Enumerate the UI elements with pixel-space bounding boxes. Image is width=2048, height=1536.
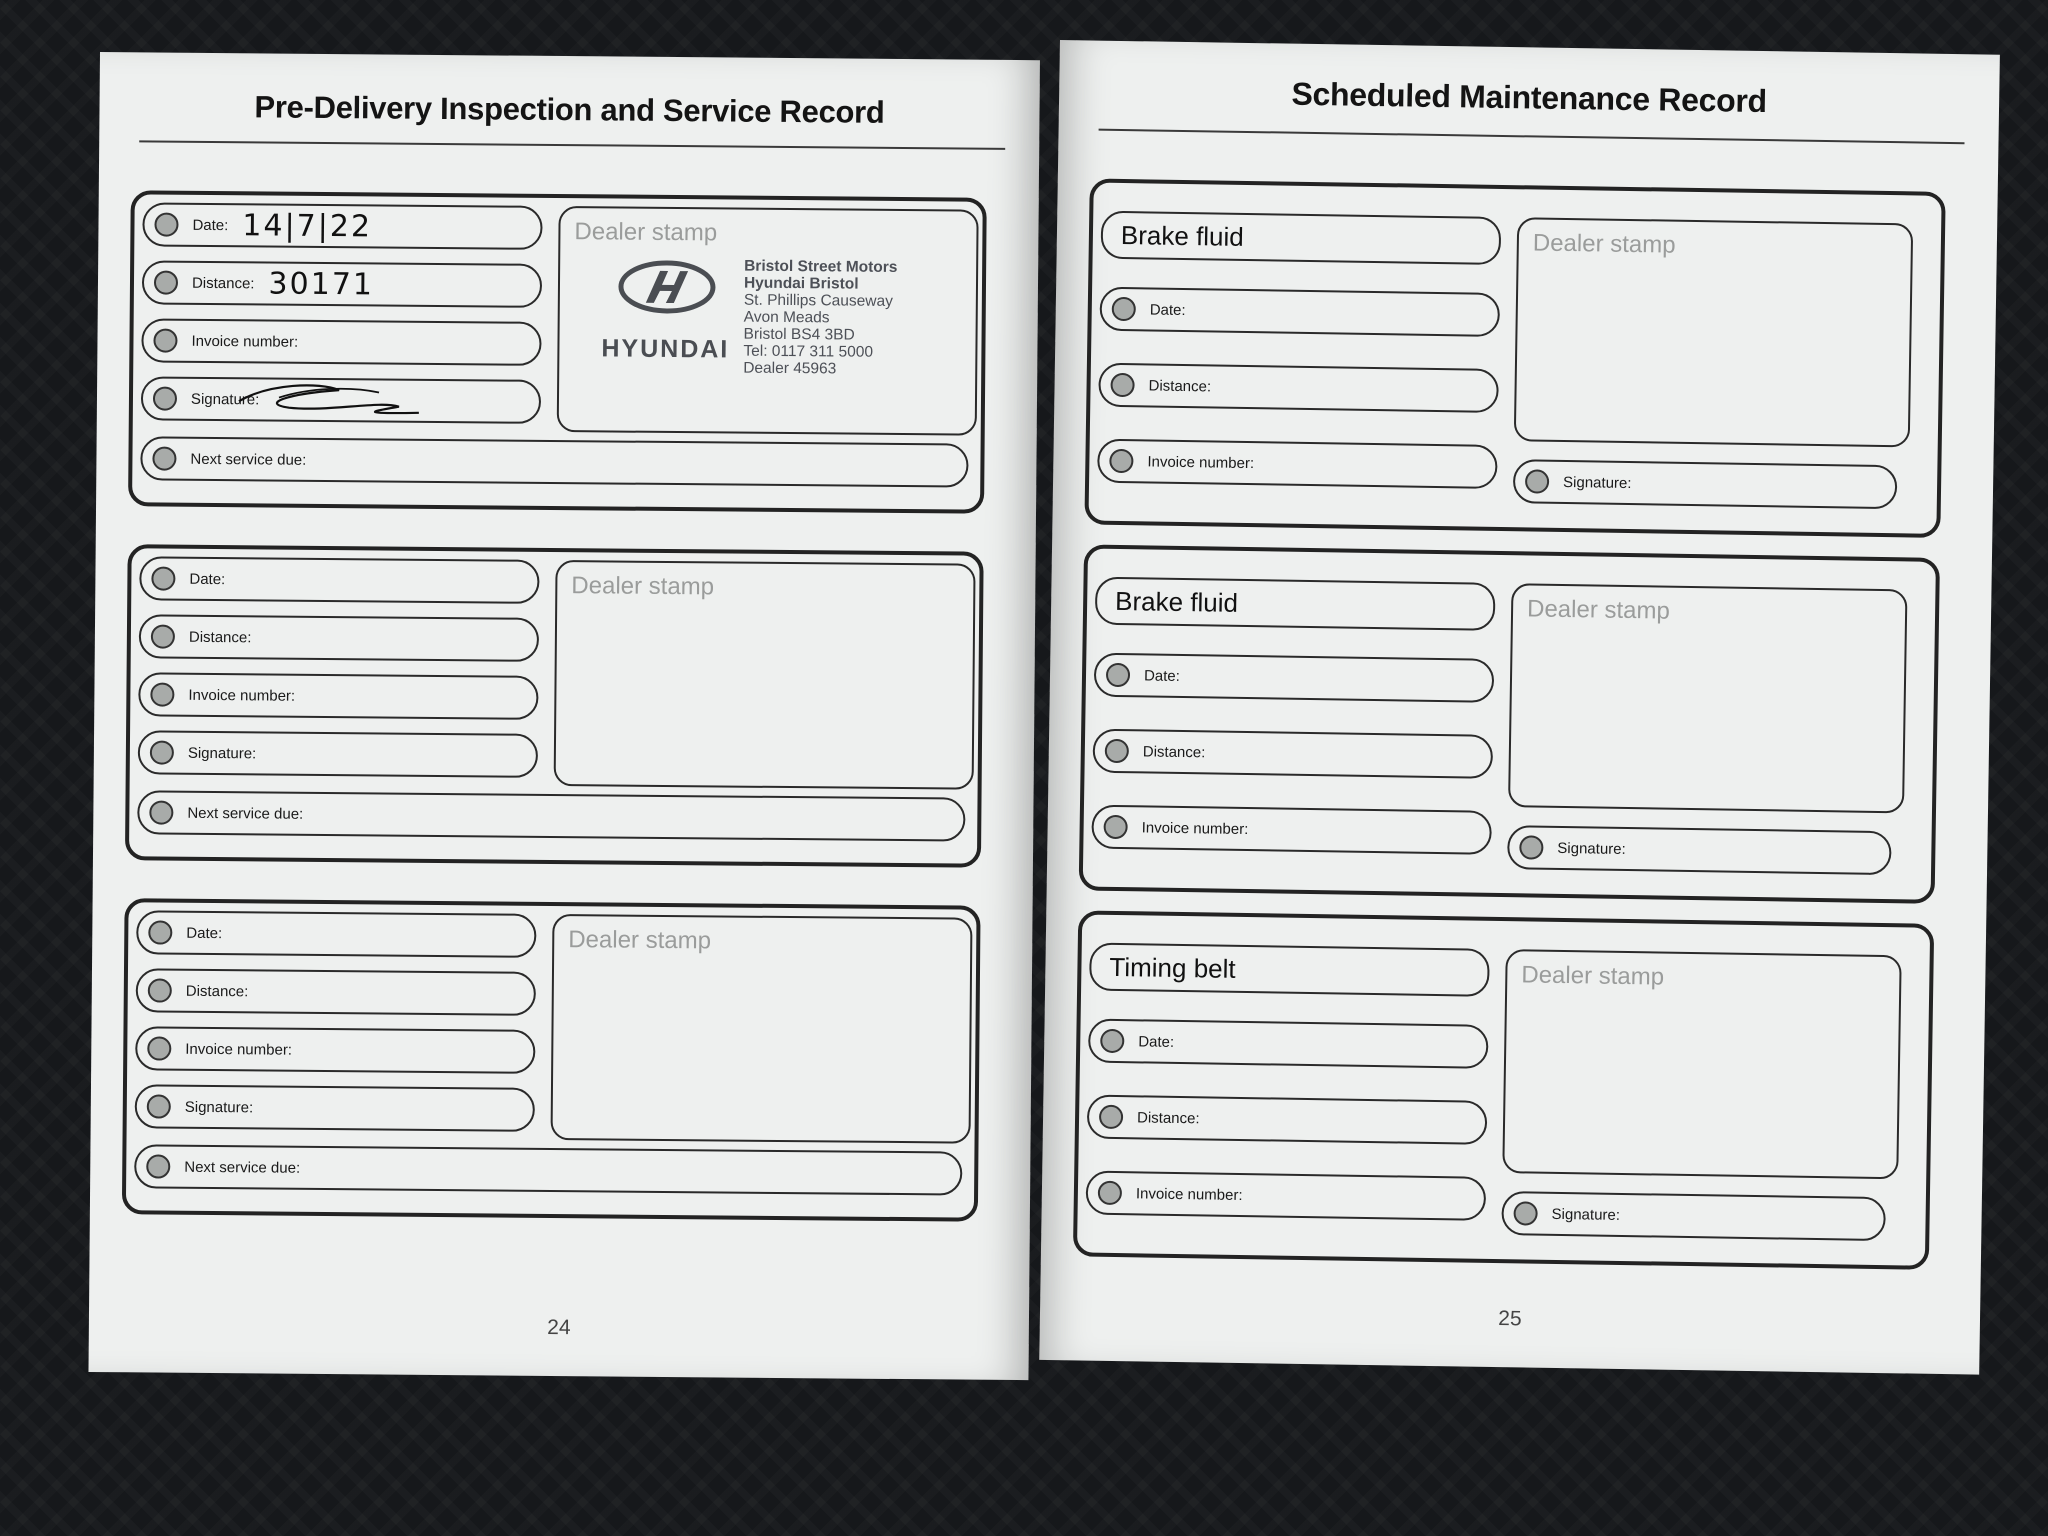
service-type-label: Brake fluid	[1120, 219, 1245, 252]
title-rule	[139, 140, 1005, 150]
distance-field[interactable]	[1087, 1095, 1488, 1145]
checkbox-circle-icon[interactable]	[1105, 739, 1129, 763]
next-service-label: Next service due:	[184, 1158, 301, 1177]
checkbox-circle-icon[interactable]	[153, 386, 177, 410]
distance-field[interactable]	[1092, 729, 1493, 779]
checkbox-circle-icon[interactable]	[1109, 449, 1133, 473]
maintenance-record-3	[1073, 910, 1934, 1269]
page-title: Scheduled Maintenance Record	[1291, 75, 1768, 120]
checkbox-circle-icon[interactable]	[151, 624, 175, 648]
distance-field[interactable]	[1098, 363, 1499, 413]
distance-label: Distance:	[1142, 742, 1206, 761]
checkbox-circle-icon[interactable]	[151, 566, 175, 590]
checkbox-circle-icon[interactable]	[1519, 835, 1543, 859]
signature-field[interactable]	[1501, 1191, 1886, 1241]
hyundai-logo-icon	[602, 256, 733, 327]
signature-field[interactable]	[135, 1084, 535, 1131]
checkbox-circle-icon[interactable]	[147, 1094, 171, 1118]
date-field[interactable]	[136, 910, 536, 957]
next-service-field[interactable]	[134, 1144, 962, 1195]
distance-label: Distance:	[185, 982, 249, 1000]
checkbox-circle-icon[interactable]	[1513, 1201, 1537, 1225]
checkbox-circle-icon[interactable]	[150, 682, 174, 706]
checkbox-circle-icon[interactable]	[147, 1036, 171, 1060]
page-title: Pre-Delivery Inspection and Service Record	[254, 89, 885, 130]
checkbox-circle-icon[interactable]	[154, 212, 178, 236]
invoice-label: Invoice number:	[188, 686, 296, 705]
checkbox-circle-icon[interactable]	[1110, 373, 1134, 397]
dealer-line: Avon Meads	[743, 308, 830, 327]
checkbox-circle-icon[interactable]	[1099, 1105, 1123, 1129]
next-service-field[interactable]	[140, 436, 968, 487]
checkbox-circle-icon[interactable]	[1098, 1181, 1122, 1205]
service-type-field	[1101, 211, 1502, 265]
invoice-label: Invoice number:	[1147, 452, 1255, 472]
dealer-line: Bristol BS4 3BD	[743, 325, 855, 344]
service-type-field	[1089, 943, 1490, 997]
service-type-label: Timing belt	[1109, 951, 1236, 984]
checkbox-circle-icon[interactable]	[1100, 1029, 1124, 1053]
signature-label: Signature:	[187, 744, 257, 762]
right-page	[1039, 40, 2000, 1375]
invoice-field[interactable]	[1097, 439, 1498, 489]
distance-label: Distance:	[1148, 376, 1212, 395]
dealer-stamp-box	[1514, 217, 1913, 447]
dealer-stamp-label: Dealer stamp	[568, 926, 712, 955]
invoice-label: Invoice number:	[1135, 1184, 1243, 1204]
page-number: 24	[547, 1315, 571, 1340]
date-label: Date:	[1149, 300, 1186, 319]
date-field[interactable]	[1099, 287, 1500, 337]
checkbox-circle-icon[interactable]	[148, 978, 172, 1002]
date-label: Date:	[189, 570, 226, 588]
checkbox-circle-icon[interactable]	[150, 740, 174, 764]
date-field[interactable]	[139, 556, 539, 603]
distance-field[interactable]	[136, 968, 536, 1015]
dealer-line: Hyundai Bristol	[743, 274, 859, 293]
signature-field[interactable]	[141, 376, 541, 423]
date-label: Date:	[1138, 1032, 1175, 1051]
date-label: Date:	[192, 216, 229, 234]
checkbox-circle-icon[interactable]	[154, 270, 178, 294]
signature-label: Signature:	[1562, 473, 1632, 492]
invoice-field[interactable]	[135, 1026, 535, 1073]
hyundai-wordmark: HYUNDAI	[601, 334, 730, 364]
next-service-label: Next service due:	[190, 450, 307, 469]
checkbox-circle-icon[interactable]	[146, 1154, 170, 1178]
distance-label: Distance:	[188, 628, 252, 646]
date-field[interactable]	[1088, 1019, 1489, 1069]
dealer-stamp-box	[554, 560, 976, 790]
dealer-line: St. Phillips Causeway	[743, 291, 893, 310]
checkbox-circle-icon[interactable]	[1103, 815, 1127, 839]
distance-label: Distance:	[191, 274, 255, 292]
dealer-line: Bristol Street Motors	[744, 257, 898, 276]
service-type-field	[1095, 577, 1496, 631]
signature-label: Signature:	[1551, 1205, 1621, 1224]
dealer-stamp-label: Dealer stamp	[571, 572, 715, 601]
signature-field[interactable]	[1507, 825, 1892, 875]
distance-value: 30171	[268, 265, 375, 302]
invoice-field[interactable]	[1091, 805, 1492, 855]
checkbox-circle-icon[interactable]	[1106, 663, 1130, 687]
distance-field[interactable]	[142, 260, 542, 307]
dealer-line: Dealer 45963	[743, 359, 837, 378]
dealer-address	[743, 258, 897, 378]
dealer-stamp-box	[557, 206, 979, 436]
page-number: 25	[1498, 1307, 1522, 1331]
checkbox-circle-icon[interactable]	[152, 446, 176, 470]
invoice-field[interactable]	[138, 672, 538, 719]
dealer-line: Tel: 0117 311 5000	[743, 342, 874, 361]
next-service-label: Next service due:	[187, 804, 304, 823]
maintenance-record-1	[1084, 178, 1945, 537]
checkbox-circle-icon[interactable]	[1525, 469, 1549, 493]
next-service-field[interactable]	[137, 790, 965, 841]
signature-label: Signature:	[1557, 839, 1626, 858]
signature-field[interactable]	[1513, 459, 1898, 509]
distance-label: Distance:	[1136, 1108, 1200, 1127]
left-page	[88, 52, 1039, 1380]
invoice-field[interactable]	[1086, 1171, 1487, 1221]
title-rule	[1099, 129, 1965, 145]
handwritten-signature-icon	[229, 379, 429, 421]
date-label: Date:	[186, 924, 223, 942]
checkbox-circle-icon[interactable]	[148, 920, 172, 944]
dealer-stamp-label: Dealer stamp	[574, 218, 718, 247]
date-value: 14|7|22	[242, 207, 373, 244]
service-record-2	[125, 544, 984, 867]
date-label: Date:	[1143, 666, 1181, 685]
dealer-stamp-box	[1502, 949, 1901, 1179]
distance-field[interactable]	[139, 614, 539, 661]
invoice-label: Invoice number:	[185, 1040, 293, 1059]
dealer-stamp-label: Dealer stamp	[1532, 229, 1676, 259]
checkbox-circle-icon[interactable]	[149, 800, 173, 824]
invoice-field[interactable]	[141, 318, 541, 365]
service-type-label: Brake fluid	[1114, 585, 1239, 618]
dealer-stamp-box	[1508, 583, 1907, 813]
checkbox-circle-icon[interactable]	[1112, 297, 1136, 321]
service-record-1	[128, 190, 987, 513]
dealer-stamp-box	[551, 914, 973, 1144]
date-field[interactable]	[1094, 653, 1495, 703]
signature-label: Signature:	[190, 390, 260, 408]
signature-field[interactable]	[138, 730, 538, 777]
checkbox-circle-icon[interactable]	[153, 328, 177, 352]
signature-label: Signature:	[184, 1098, 254, 1116]
dealer-stamp-label: Dealer stamp	[1526, 595, 1671, 625]
dealer-stamp-label: Dealer stamp	[1521, 961, 1665, 991]
maintenance-record-2	[1079, 544, 1940, 903]
invoice-label: Invoice number:	[191, 332, 299, 351]
dealer-stamp	[601, 256, 922, 379]
service-record-3	[122, 898, 981, 1221]
date-field[interactable]	[142, 202, 542, 249]
invoice-label: Invoice number:	[1141, 818, 1249, 838]
